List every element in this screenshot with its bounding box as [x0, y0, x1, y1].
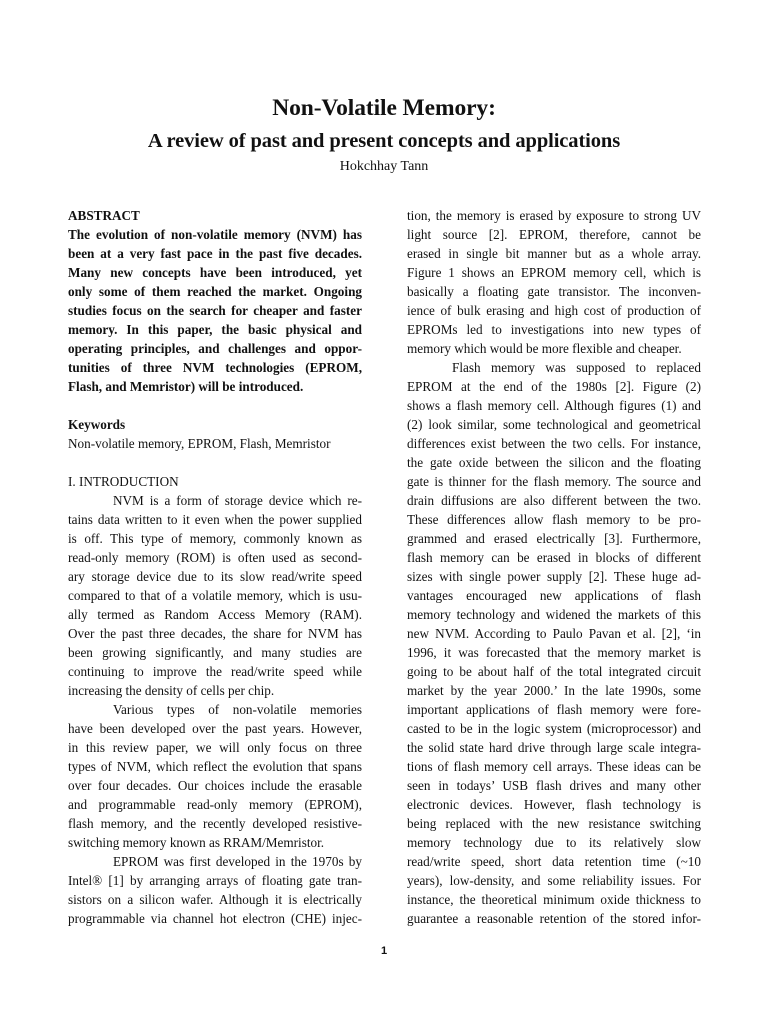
text-line: tion, the memory is erased by exposure to strong UV	[407, 208, 701, 223]
text-line: NVM is a form of storage device which re-	[113, 493, 362, 508]
text-line: over four decades. Our choices include the erasable	[68, 778, 362, 793]
text-line: in this review paper, we will only focus on three	[68, 740, 362, 755]
abstract-heading: ABSTRACT	[68, 208, 140, 223]
text-line: memory technology and widened the markets of this	[407, 607, 701, 622]
text-line: EPROMs led to investigations into new types of	[407, 322, 701, 337]
text-line: These differences allow flash memory to be pro-	[407, 512, 701, 527]
text-line: read-only memory (ROM) is often used as second-	[68, 550, 362, 565]
text-line: electronic devices. However, flash technology is	[407, 797, 701, 812]
text-line: seen in todays’ USB flash drives and many other	[407, 778, 701, 793]
text-line: Many new concepts have been introduced, yet	[68, 265, 362, 280]
text-line: operating principles, and challenges and oppor-	[68, 341, 362, 356]
text-line: tions of flash memory cell arrays. These ideas can be	[407, 759, 701, 774]
flash-paragraph	[407, 358, 701, 928]
text-line: new NVM. According to Paulo Pavan et al. [2], ‘in	[407, 626, 701, 641]
text-line: tains data written to it even when the power supplied	[68, 512, 362, 527]
intro-paragraph-1	[68, 491, 362, 700]
text-line: have been developed over the past years. However,	[68, 721, 362, 736]
text-line: read/write speed, short data retention time (~10	[407, 854, 701, 869]
author-name: Hokchhay Tann	[339, 159, 429, 174]
text-line: Intel® [1] by arranging arrays of floating gate tran-	[68, 873, 362, 888]
text-line: (2) look similar, some technological and geometrical	[407, 417, 701, 432]
text-line: studies focus on the search for cheaper and faster	[68, 303, 362, 318]
text-line: Flash memory was supposed to replaced	[452, 360, 701, 375]
text-line: years), low-density, and some reliability issues. For	[407, 873, 701, 888]
eprom-paragraph	[407, 206, 701, 358]
text-line: guarantee a reasonable retention of the stored infor-	[407, 911, 701, 926]
text-line: programmable via channel hot electron (CHE) injec-	[68, 911, 362, 926]
intro-paragraph-2	[68, 700, 362, 852]
text-line: only some of them reached the market. Ongoing	[68, 284, 362, 299]
section-heading-introduction: I. INTRODUCTION	[68, 474, 179, 489]
intro-paragraph-3	[68, 852, 362, 928]
text-line: being replaced with the new resistance switching	[407, 816, 701, 831]
text-line: market by the year 2000.’ In the late 1990s, some	[407, 683, 701, 698]
abstract-body	[68, 225, 362, 396]
text-line: sistors on a silicon wafer. Although it is electrically	[68, 892, 362, 907]
text-line: vantages encouraged new applications of flash	[407, 588, 701, 603]
keywords-heading: Keywords	[68, 417, 126, 432]
text-line: compared to that of a volatile memory, which is usu-	[68, 588, 362, 603]
text-line: memory technology due to its relatively slow	[407, 835, 701, 850]
text-line: ally termed as Random Access Memory (RAM).	[68, 607, 362, 622]
text-line: the solid state hard drive through large scale integra-	[407, 740, 701, 755]
text-line: drain diffusions are also different between the two.	[407, 493, 701, 508]
paper-title: Non-Volatile Memory:	[272, 95, 496, 121]
text-line: flash memory can be erased in blocks of different	[407, 550, 701, 565]
text-line: tunities of three NVM technologies (EPROM,	[68, 360, 362, 375]
right-column	[407, 206, 701, 928]
text-line: memory which would be more flexible and cheaper.	[407, 341, 682, 356]
text-line: going to be about half of the total integrated circuit	[407, 664, 701, 679]
paper-subtitle: A review of past and present concepts and applications	[147, 130, 621, 152]
text-line: and programmable read-only memory (EPROM),	[68, 797, 362, 812]
text-line: continuing to improve the read/write speed while	[68, 664, 362, 679]
keywords-text: Non-volatile memory, EPROM, Flash, Memristor	[68, 436, 331, 451]
text-line: sizes with single power supply [2]. These huge ad-	[407, 569, 701, 584]
text-line: is off. This type of memory, commonly known as	[68, 531, 362, 546]
text-line: ience of bulk erasing and high cost of production of	[407, 303, 701, 318]
text-line: gate is thinner for the flash memory. The source and	[407, 474, 701, 489]
text-line: EPROM was first developed in the 1970s by	[113, 854, 362, 869]
left-column	[68, 206, 362, 928]
text-line: casted to be in the logic system (microprocessor) and	[407, 721, 701, 736]
page-number: 1	[380, 945, 388, 957]
text-line: been at a very fast pace in the past five decades.	[68, 246, 362, 261]
text-line: Flash, and Memristor) will be introduced.	[68, 379, 304, 394]
text-line: Various types of non-volatile memories	[113, 702, 362, 717]
text-line: Over the past three decades, the share for NVM has	[68, 626, 362, 641]
text-line: erased in single bit manner but as a whole array.	[407, 246, 701, 261]
text-line: types of NVM, which reflect the evolution that spans	[68, 759, 362, 774]
text-line: memory. In this paper, the basic physical and	[68, 322, 362, 337]
text-line: been growing significantly, and many studies are	[68, 645, 362, 660]
text-line: the gate oxide between the silicon and the floating	[407, 455, 701, 470]
text-line: Figure 1 shows an EPROM memory cell, which is	[407, 265, 701, 280]
text-line: increasing the density of cells per chip.	[68, 683, 275, 698]
text-line: EPROM at the end of the 1980s [2]. Figure (2)	[407, 379, 701, 394]
text-line: flash memory, and the recently developed resistive-	[68, 816, 362, 831]
text-line: switching memory known as RRAM/Memristor.	[68, 835, 325, 850]
text-line: light source [2]. EPROM, therefore, cannot be	[407, 227, 701, 242]
text-line: 1996, it was forecasted that the memory market is	[407, 645, 701, 660]
text-line: differences exist between the two cells. For instance,	[407, 436, 701, 451]
text-line: ary storage device due to its slow read/write speed	[68, 569, 362, 584]
text-line: important applications of flash memory were fore-	[407, 702, 701, 717]
text-line: grammed and erased electrically [3]. Furthermore,	[407, 531, 701, 546]
text-line: instance, the theoretical minimum oxide thickness to	[407, 892, 701, 907]
text-line: shows a flash memory cell. Although figures (1) and	[407, 398, 701, 413]
text-line: basically a floating gate transistor. The inconven-	[407, 284, 701, 299]
text-line: The evolution of non-volatile memory (NVM) has	[68, 227, 362, 242]
